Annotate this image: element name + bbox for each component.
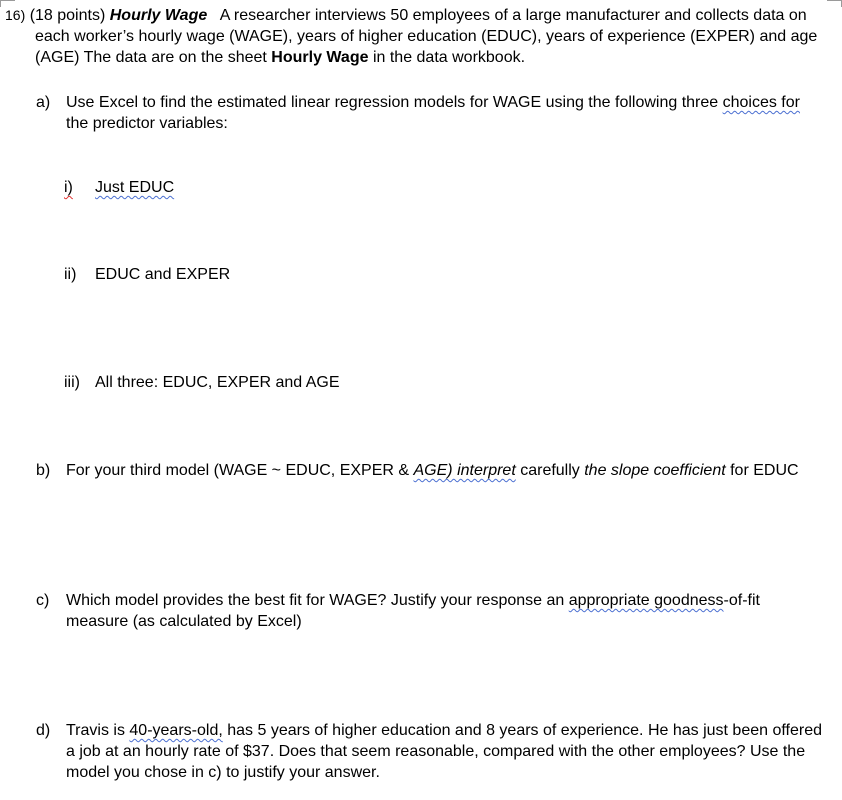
part-a-item-iii-label: iii) xyxy=(64,374,80,391)
part-c-text xyxy=(36,590,826,632)
part-b-label: b) xyxy=(36,462,51,479)
part-d xyxy=(36,720,826,783)
question-intro-tail: in the data workbook. xyxy=(368,49,526,66)
part-c-label: c) xyxy=(36,592,50,609)
part-a-item-ii-text: EDUC and EXPER xyxy=(95,266,231,283)
part-a-item-ii-label: ii) xyxy=(64,266,77,283)
part-a-flagged-text: choices for xyxy=(722,94,800,111)
part-d-text xyxy=(36,720,826,783)
part-a-item-i-text: Just EDUC xyxy=(95,179,175,196)
part-d-text-start: Travis is xyxy=(66,722,130,739)
part-a-item-i xyxy=(64,177,174,198)
part-a-item-i-label: i) xyxy=(64,179,73,196)
sheet-name: Hourly Wage xyxy=(271,49,369,66)
part-b-text-end: for EDUC xyxy=(725,462,799,479)
part-b-italic-text: the slope coefficient xyxy=(584,462,726,479)
part-d-flagged-text: 40-years-old, xyxy=(129,722,223,739)
question-intro-text: A researcher interviews 50 employees of a large manufacturer and collects data on each worker’s hourly wage (WAGE), years of higher education (EDUC), years of experience (EXPER) and age (AGE) The data are on the sheet xyxy=(35,7,818,66)
question-block xyxy=(5,5,835,68)
part-c-text-start: Which model provides the best fit for WAGE? Justify your response an xyxy=(66,592,569,609)
part-b-text xyxy=(36,460,826,481)
part-c xyxy=(36,590,826,632)
part-d-label: d) xyxy=(36,722,51,739)
part-d-text-end: has 5 years of higher education and 8 years of experience. He has just been offered a job at an hourly rate of $37. Does that seem reasonable, compared with the other employees? Use the model you chose in c) to justify your answer. xyxy=(66,722,822,781)
part-c-flagged-text: appropriate goodness xyxy=(568,592,724,609)
part-b-text-mid: carefully xyxy=(515,462,585,479)
part-a-text-start: Use Excel to find the estimated linear regression models for WAGE using the following three xyxy=(66,94,723,111)
part-a-item-iii-text: All three: EDUC, EXPER and AGE xyxy=(95,374,340,391)
part-a-label: a) xyxy=(36,94,51,111)
part-a-item-ii xyxy=(64,264,230,285)
question-number: 16) xyxy=(5,7,26,23)
part-a xyxy=(36,92,826,134)
part-b-text-start: For your third model (WAGE ~ EDUC, EXPER & xyxy=(66,462,414,479)
question-points: (18 points) xyxy=(29,7,110,24)
part-a-text xyxy=(36,92,826,134)
question-intro xyxy=(5,5,835,68)
part-a-item-iii xyxy=(64,372,340,393)
part-b xyxy=(36,460,826,481)
part-a-text-end: the predictor variables: xyxy=(66,115,228,132)
part-c-text-end: -of-fit measure (as calculated by Excel) xyxy=(66,592,760,630)
question-title: Hourly Wage xyxy=(109,7,208,24)
part-b-flagged-text: AGE) interpret xyxy=(413,462,516,479)
